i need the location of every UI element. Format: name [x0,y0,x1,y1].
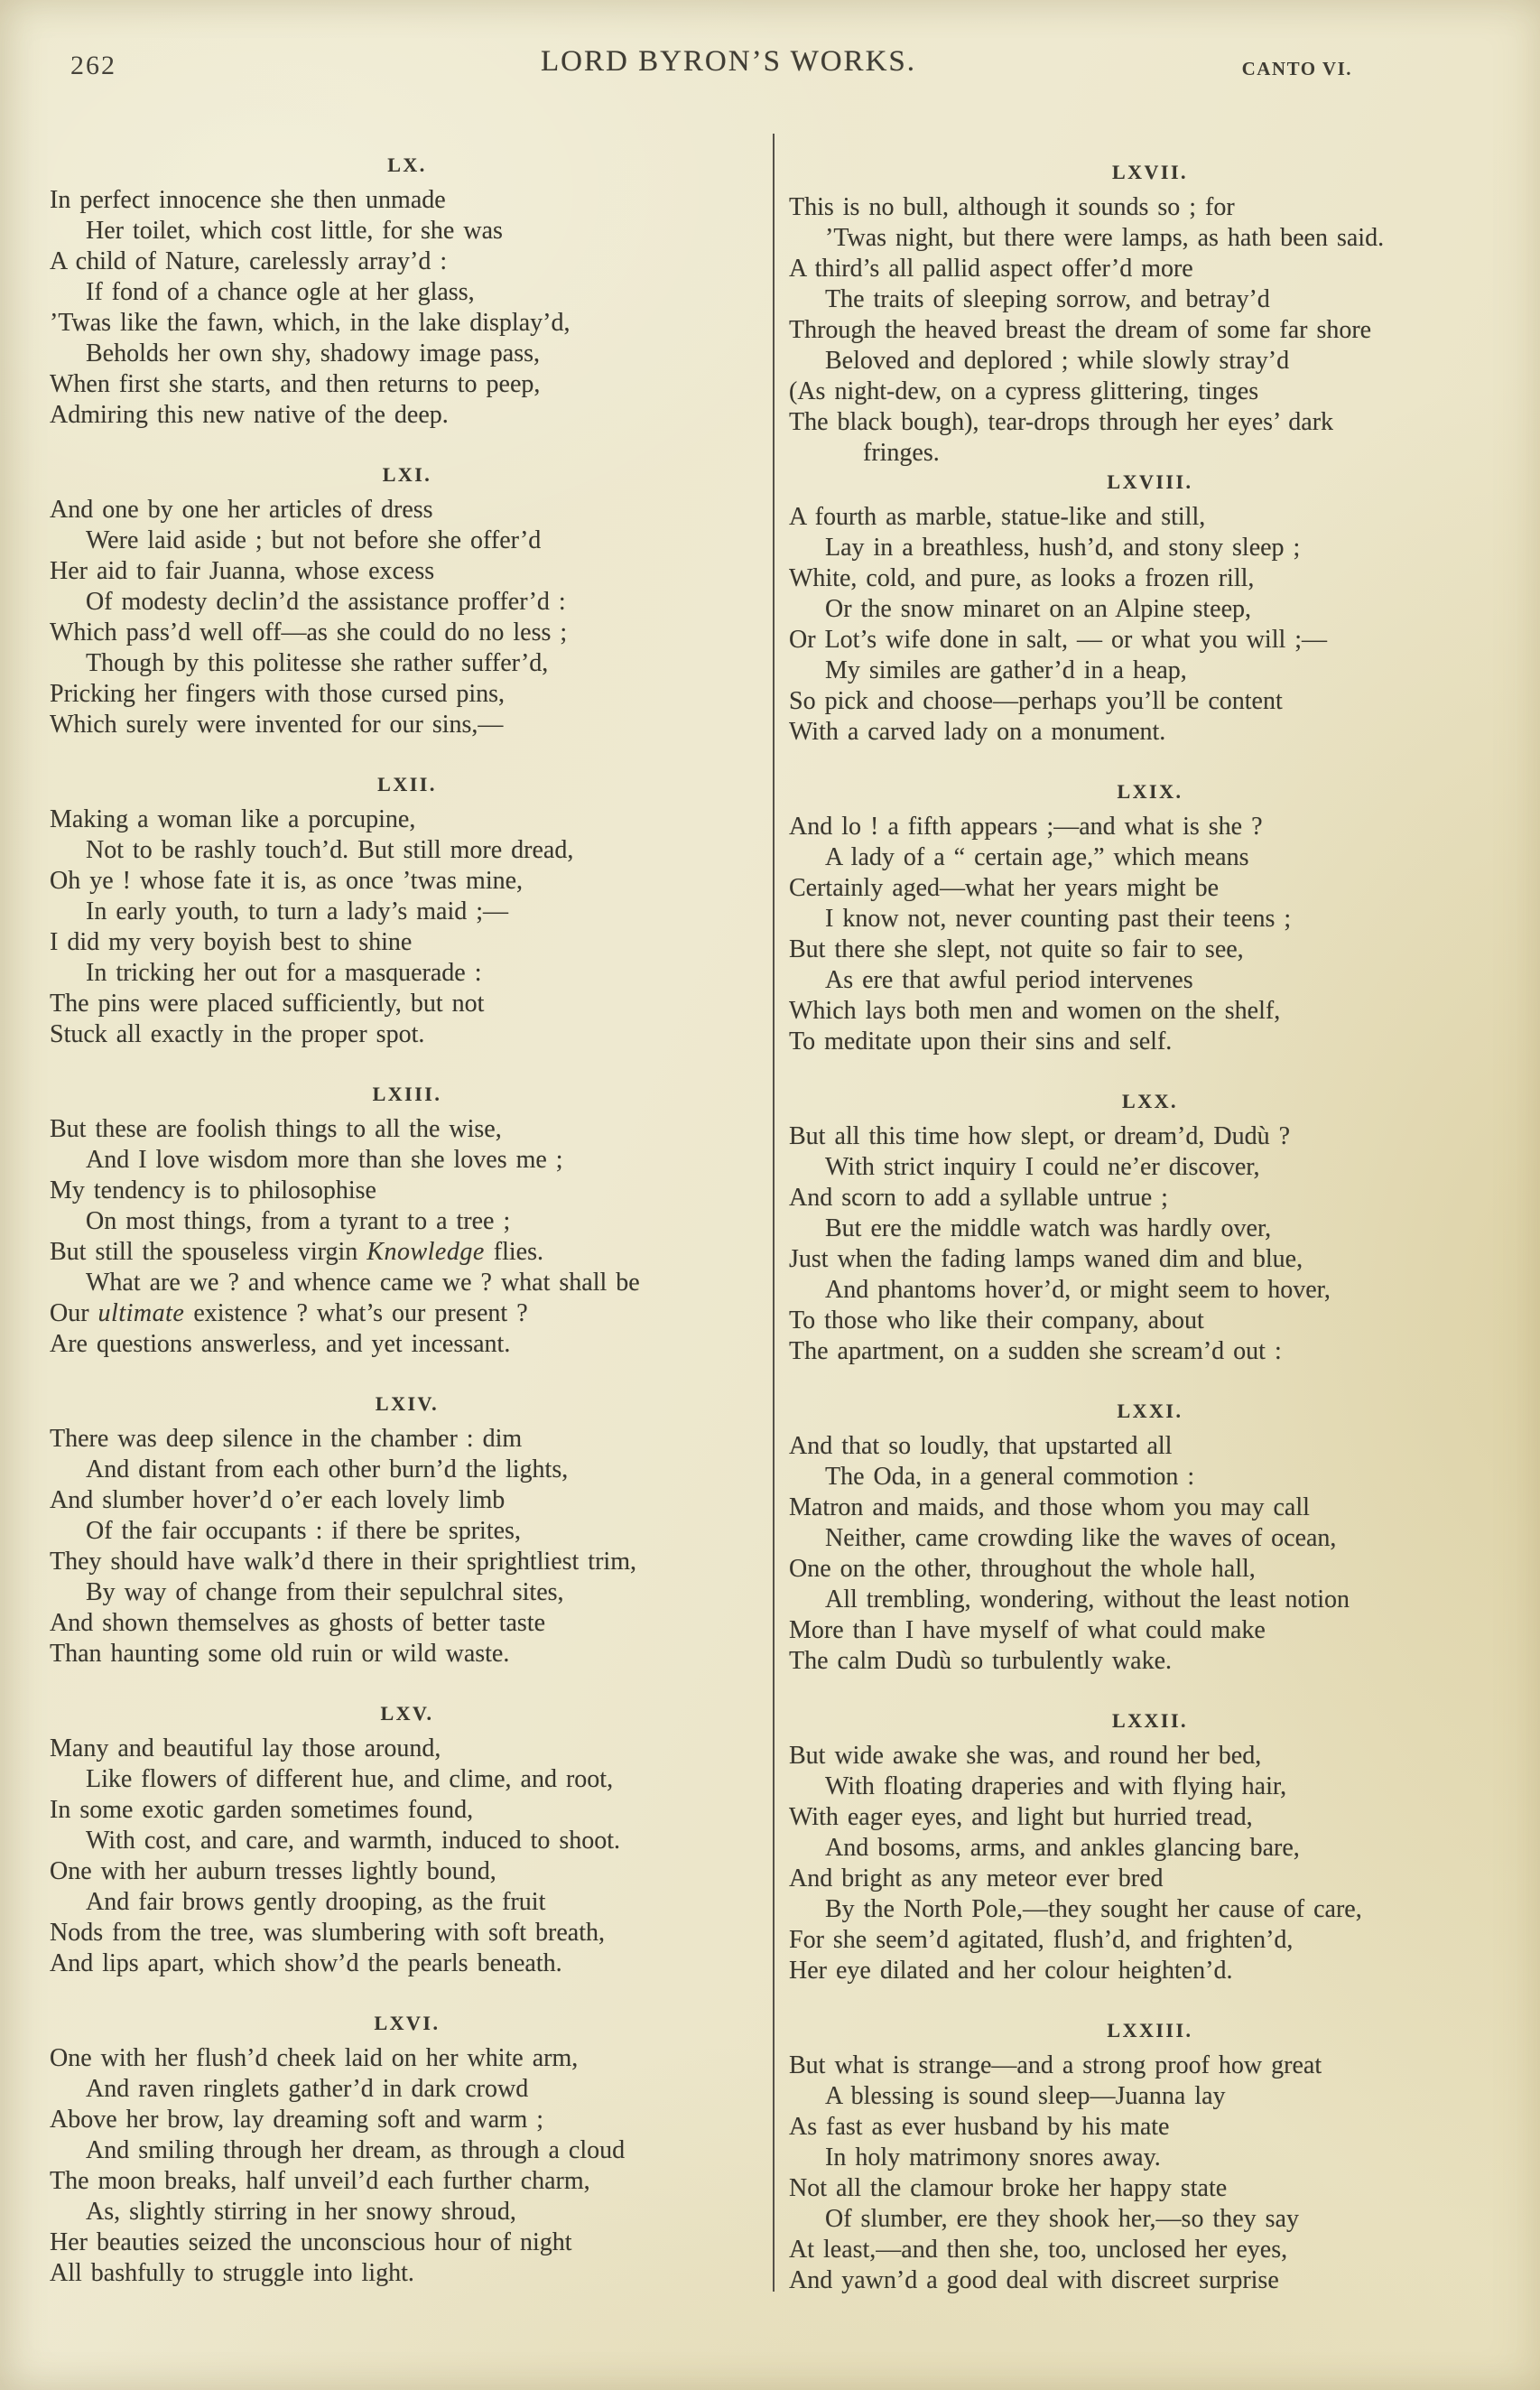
verse-line: The calm Dudù so turbulently wake. [789,1647,1173,1675]
verse-line: Matron and maids, and those whom you may call [789,1493,1310,1521]
verse-line: Just when the fading lamps waned dim and blue, [789,1245,1303,1273]
stanza-number: LX. [387,153,427,176]
verse-line: But what is strange—and a strong proof how great [789,2051,1322,2079]
verse-line: At least,—and then she, too, unclosed her eyes, [789,2236,1288,2264]
stanza-lxx [789,1090,1511,1367]
verse-line: Beholds her own shy, shadowy image pass, [86,339,541,367]
stanza-lxvii [789,161,1511,467]
stanza-lxii [50,773,765,1050]
verse-line: With a carved lady on a monument. [789,718,1166,746]
verse-line: Beloved and deplored ; while slowly stray’d [825,347,1290,375]
stanza-lxxii [789,1709,1511,1986]
verse-line: Nods from the tree, was slumbering with soft breath, [50,1919,605,1947]
stanza-body [50,185,765,431]
verse-line: But all this time how slept, or dream’d, Dudù ? [789,1122,1291,1150]
verse-line: And fair brows gently drooping, as the fruit [86,1888,546,1916]
verse-line: And slumber hover’d o’er each lovely limb [50,1486,506,1514]
verse-line: To meditate upon their sins and self. [789,1028,1173,1056]
verse-line: White, cold, and pure, as looks a frozen rill, [789,564,1255,592]
verse-line: In early youth, to turn a lady’s maid ;— [86,897,509,925]
verse-line: To those who like their company, about [789,1307,1204,1334]
verse-line: And lips apart, which show’d the pearls beneath. [50,1949,562,1977]
verse-line: With strict inquiry I could ne’er discover, [825,1153,1260,1181]
verse-line: Lay in a breathless, hush’d, and stony sleep ; [825,534,1301,562]
verse-line: Than haunting some old ruin or wild waste. [50,1640,510,1668]
verse-line: All bashfully to struggle into light. [50,2259,414,2287]
verse-line: The black bough), tear-drops through her eyes’ dark [789,408,1334,436]
verse-line: As, slightly stirring in her snowy shroud, [86,2198,516,2226]
verse-line: By way of change from their sepulchral sites, [86,1578,564,1606]
page-header [0,45,1540,92]
verse-line: A blessing is sound sleep—Juanna lay [825,2082,1226,2110]
stanza-lxiii [50,1083,765,1360]
stanza-lx [50,153,765,431]
verse-line: More than I have myself of what could make [789,1616,1266,1644]
verse-line: Which lays both men and women on the shelf, [789,997,1281,1025]
verse-line: As fast as ever husband by his mate [789,2113,1170,2141]
stanza-body [789,502,1511,748]
stanza-number: LXIX. [1117,780,1183,803]
verse-line: But ere the middle watch was hardly over, [825,1214,1272,1242]
stanza-lxix [789,780,1511,1057]
verse-line: And bosoms, arms, and ankles glancing bare, [825,1834,1300,1862]
verse-line: A third’s all pallid aspect offer’d more [789,255,1193,283]
verse-line: What are we ? and whence came we ? what shall be [86,1269,640,1297]
stanza-lxviii [789,470,1511,748]
verse-line: By the North Pole,—they sought her cause of care, [825,1895,1362,1923]
stanza-body [50,804,765,1050]
stanza-number: LXIV. [375,1392,440,1415]
stanza-number: LXVIII. [1107,470,1193,493]
stanza-number: LXX. [1122,1090,1178,1112]
stanza-body [50,1114,765,1360]
verse-line: With cost, and care, and warmth, induced to shoot. [86,1827,621,1855]
stanza-number: LXII. [377,773,437,795]
stanza-number: LXVI. [374,2012,441,2034]
verse-line: When first she starts, and then returns to peep, [50,370,541,398]
verse-line: Not all the clamour broke her happy state [789,2174,1228,2202]
right-column [789,128,1511,2296]
verse-line: The traits of sleeping sorrow, and betray’d [825,285,1270,313]
verse-line: As ere that awful period intervenes [825,966,1193,994]
verse-line: Pricking her fingers with those cursed pins, [50,680,506,708]
verse-line: With floating draperies and with flying hair, [825,1772,1287,1800]
verse-line: Certainly aged—what her years might be [789,874,1220,902]
verse-line: Her eye dilated and her colour heighten’d. [789,1957,1233,1985]
stanza-body [50,1734,765,1979]
verse-line: In perfect innocence she then unmade [50,186,446,214]
verse-line: Which pass’d well off—as she could do no less ; [50,618,568,646]
stanza-body [789,1121,1511,1367]
verse-line: fringes. [863,439,940,467]
stanza-body [50,1424,765,1669]
verse-line: Oh ye ! whose fate it is, as once ’twas mine, [50,867,524,895]
verse-line: Of slumber, ere they shook her,—so they say [825,2205,1299,2233]
verse-line: The Oda, in a general commotion : [825,1463,1195,1491]
verse-line: Above her brow, lay dreaming soft and warm ; [50,2106,544,2134]
verse-line: Or the snow minaret on an Alpine steep, [825,595,1252,623]
stanza-number: LXIII. [372,1083,442,1105]
verse-line: One with her auburn tresses lightly bound, [50,1857,496,1885]
stanza-lxv [50,1702,765,1979]
verse-line: There was deep silence in the chamber : dim [50,1425,523,1453]
stanza-body [789,812,1511,1057]
verse-line: Her beauties seized the unconscious hour of night [50,2228,572,2256]
verse-line: Admiring this new native of the deep. [50,401,449,429]
column-divider [773,134,775,2292]
verse-line: Were laid aside ; but not before she offer’d [86,526,542,554]
verse-line: And smiling through her dream, as through a cloud [86,2136,626,2164]
verse-line: Not to be rashly touch’d. But still more dread, [86,836,574,864]
page-number: 262 [70,51,116,80]
verse-line: But still the spouseless virgin Knowledge flies. [50,1238,543,1266]
verse-line: A fourth as marble, statue-like and still, [789,503,1206,531]
stanza-body [789,2051,1511,2296]
verse-line: In tricking her out for a masquerade : [86,959,482,987]
verse-line: Making a woman like a porcupine, [50,805,416,833]
verse-line: On most things, from a tyrant to a tree ; [86,1207,511,1235]
verse-line: One on the other, throughout the whole hall, [789,1555,1256,1583]
verse-line: I know not, never counting past their teens ; [825,905,1292,933]
verse-line: Her aid to fair Juanna, whose excess [50,557,435,585]
verse-line: And I love wisdom more than she loves me ; [86,1146,563,1174]
verse-line: One with her flush’d cheek laid on her white arm, [50,2044,579,2072]
verse-line: My similes are gather’d in a heap, [825,656,1187,684]
stanza-body [789,1741,1511,1986]
stanza-lxxi [789,1400,1511,1677]
stanza-lxiv [50,1392,765,1669]
verse-line: And distant from each other burn’d the lights, [86,1455,569,1483]
stanza-lxxiii [789,2019,1511,2296]
verse-line: The pins were placed sufficiently, but not [50,990,485,1018]
verse-line: And phantoms hover’d, or might seem to hover, [825,1276,1331,1304]
verse-line: Many and beautiful lay those around, [50,1734,441,1762]
verse-line: I did my very boyish best to shine [50,928,413,956]
stanza-number: LXXII. [1111,1709,1189,1732]
verse-line: A child of Nature, carelessly array’d : [50,247,448,275]
stanza-number: LXI. [382,463,432,486]
verse-line: And bright as any meteor ever bred [789,1865,1164,1892]
stanza-body [789,192,1511,467]
verse-line: With eager eyes, and light but hurried tread, [789,1803,1253,1831]
stanza-lxvi [50,2012,765,2289]
verse-line: But there she slept, not quite so fair to see, [789,935,1244,963]
verse-line: Are questions answerless, and yet incessant. [50,1330,511,1358]
running-title: LORD BYRON’S WORKS. [540,45,917,78]
verse-line: And scorn to add a syllable untrue ; [789,1184,1168,1212]
verse-line: This is no bull, although it sounds so ; for [789,193,1235,221]
verse-line: But wide awake she was, and round her bed, [789,1742,1262,1770]
stanza-number: LXVII. [1111,161,1189,183]
verse-line: Like flowers of different hue, and clime, and root, [86,1765,614,1793]
verse-line: Neither, came crowding like the waves of ocean, [825,1524,1337,1552]
stanza-number: LXXI. [1117,1400,1183,1422]
stanza-lxi [50,463,765,740]
verse-line: Her toilet, which cost little, for she was [86,217,503,245]
verse-line: ’Twas night, but there were lamps, as hath been said. [825,224,1385,252]
verse-line: So pick and choose—perhaps you’ll be content [789,687,1283,715]
verse-line: In some exotic garden sometimes found, [50,1796,474,1824]
verse-line: Of the fair occupants : if there be sprites, [86,1517,521,1545]
verse-line: All trembling, wondering, without the least notion [825,1586,1350,1613]
stanza-body [50,2043,765,2289]
verse-line: And raven ringlets gather’d in dark crowd [86,2075,529,2103]
stanza-number: LXXIII. [1107,2019,1193,2041]
verse-line: ’Twas like the fawn, which, in the lake display’d, [50,309,571,337]
left-column [50,121,765,2289]
verse-line: Which surely were invented for our sins,— [50,711,504,739]
verse-line: But these are foolish things to all the wise, [50,1115,502,1143]
canto-label: CANTO VI. [1241,58,1352,79]
verse-line: They should have walk’d there in their sprightliest trim, [50,1548,636,1576]
stanza-body [50,495,765,740]
verse-line: Of modesty declin’d the assistance proffer’d : [86,588,566,616]
verse-line: And one by one her articles of dress [50,496,433,524]
verse-line: The moon breaks, half unveil’d each further charm, [50,2167,590,2195]
verse-line: (As night-dew, on a cypress glittering, tinges [789,377,1259,405]
verse-line: The apartment, on a sudden she scream’d out : [789,1337,1282,1365]
verse-line: Stuck all exactly in the proper spot. [50,1020,425,1048]
stanza-body [789,1431,1511,1677]
verse-line: And that so loudly, that upstarted all [789,1432,1173,1460]
verse-line: If fond of a chance ogle at her glass, [86,278,475,306]
verse-line: And yawn’d a good deal with discreet surprise [789,2266,1279,2294]
verse-line: And lo ! a fifth appears ;—and what is she ? [789,813,1263,841]
verse-line: Though by this politesse she rather suffer’d, [86,649,549,677]
verse-line: Our ultimate existence ? what’s our present ? [50,1299,528,1327]
verse-line: And shown themselves as ghosts of better taste [50,1609,546,1637]
verse-line: Through the heaved breast the dream of some far shore [789,316,1372,344]
verse-line: In holy matrimony snores away. [825,2144,1161,2171]
verse-line: Or Lot’s wife done in salt, — or what you will ;— [789,626,1328,654]
stanza-number: LXV. [380,1702,434,1725]
verse-line: A lady of a “ certain age,” which means [825,843,1249,871]
verse-line: For she seem’d agitated, flush’d, and frighten’d, [789,1926,1294,1954]
verse-line: My tendency is to philosophise [50,1176,376,1204]
